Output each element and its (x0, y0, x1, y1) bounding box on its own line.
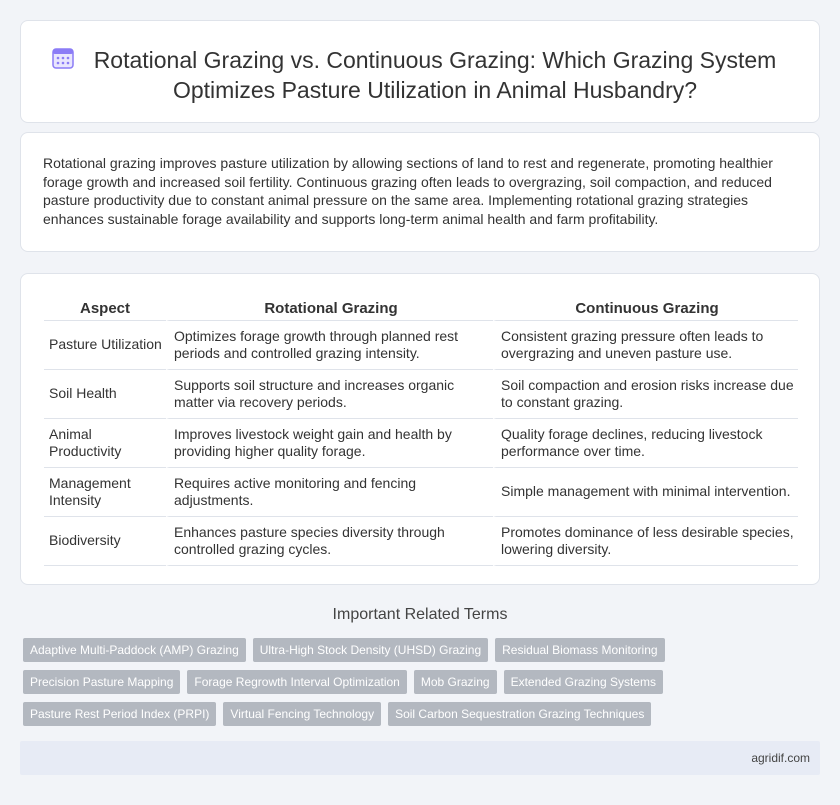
cell-aspect: Management Intensity (44, 468, 166, 517)
related-term-tag[interactable]: Adaptive Multi-Paddock (AMP) Grazing (23, 638, 246, 662)
intro-paragraph: Rotational grazing improves pasture utilization by allowing sections of land to rest and regenerate, promoting healthier forage growth and increased soil fertility. Continuous grazing often leads to overgrazing, soil compaction, and reduced pasture productivity due to constant animal pressure on the same area. Implementing rotational grazing strategies enhances sustainable forage availability and supports long-term animal health and farm profitability. (43, 155, 773, 227)
footer-site-link[interactable]: agridif.com (751, 751, 810, 765)
cell-aspect: Biodiversity (44, 517, 166, 566)
table-row (44, 370, 798, 419)
comparison-table (44, 298, 798, 566)
related-term-tag[interactable]: Pasture Rest Period Index (PRPI) (23, 702, 216, 726)
cell-aspect: Animal Productivity (44, 419, 166, 468)
cell-aspect: Soil Health (44, 370, 166, 419)
related-term-tag[interactable]: Ultra-High Stock Density (UHSD) Grazing (253, 638, 488, 662)
cell-rotational: Optimizes forage growth through planned rest periods and controlled grazing intensity. (166, 321, 493, 370)
comparison-card (20, 273, 820, 585)
table-row (44, 419, 798, 468)
cell-continuous: Simple management with minimal intervention. (493, 468, 798, 517)
cell-rotational: Enhances pasture species diversity through controlled grazing cycles. (166, 517, 493, 566)
header-continuous: Continuous Grazing (493, 298, 798, 321)
cell-continuous: Promotes dominance of less desirable species, lowering diversity. (493, 517, 798, 566)
related-term-tag[interactable]: Precision Pasture Mapping (23, 670, 180, 694)
cell-rotational: Improves livestock weight gain and health by providing higher quality forage. (166, 419, 493, 468)
cell-continuous: Consistent grazing pressure often leads to overgrazing and uneven pasture use. (493, 321, 798, 370)
cell-rotational: Requires active monitoring and fencing adjustments. (166, 468, 493, 517)
related-term-tag[interactable]: Residual Biomass Monitoring (495, 638, 664, 662)
table-row (44, 517, 798, 566)
related-term-tag[interactable]: Forage Regrowth Interval Optimization (187, 670, 406, 694)
table-header-row (44, 298, 798, 321)
cell-continuous: Soil compaction and erosion risks increase due to constant grazing. (493, 370, 798, 419)
related-terms-heading: Important Related Terms (332, 606, 508, 623)
header-aspect: Aspect (44, 298, 166, 321)
related-term-tag[interactable]: Mob Grazing (414, 670, 497, 694)
related-term-tag[interactable]: Extended Grazing Systems (504, 670, 663, 694)
related-term-tag[interactable]: Virtual Fencing Technology (223, 702, 381, 726)
related-term-tag[interactable]: Soil Carbon Sequestration Grazing Techniques (388, 702, 651, 726)
cell-rotational: Supports soil structure and increases organic matter via recovery periods. (166, 370, 493, 419)
title-card (20, 20, 820, 123)
related-terms-list (23, 638, 683, 726)
intro-card (20, 132, 820, 252)
header-rotational: Rotational Grazing (166, 298, 493, 321)
page-title: Rotational Grazing vs. Continuous Grazing: Which Grazing System Optimizes Pasture Utilization in Animal Husbandry? (93, 47, 777, 103)
table-row (44, 321, 798, 370)
table-row (44, 468, 798, 517)
cell-aspect: Pasture Utilization (44, 321, 166, 370)
cell-continuous: Quality forage declines, reducing livestock performance over time. (493, 419, 798, 468)
footer-bar (20, 741, 820, 775)
